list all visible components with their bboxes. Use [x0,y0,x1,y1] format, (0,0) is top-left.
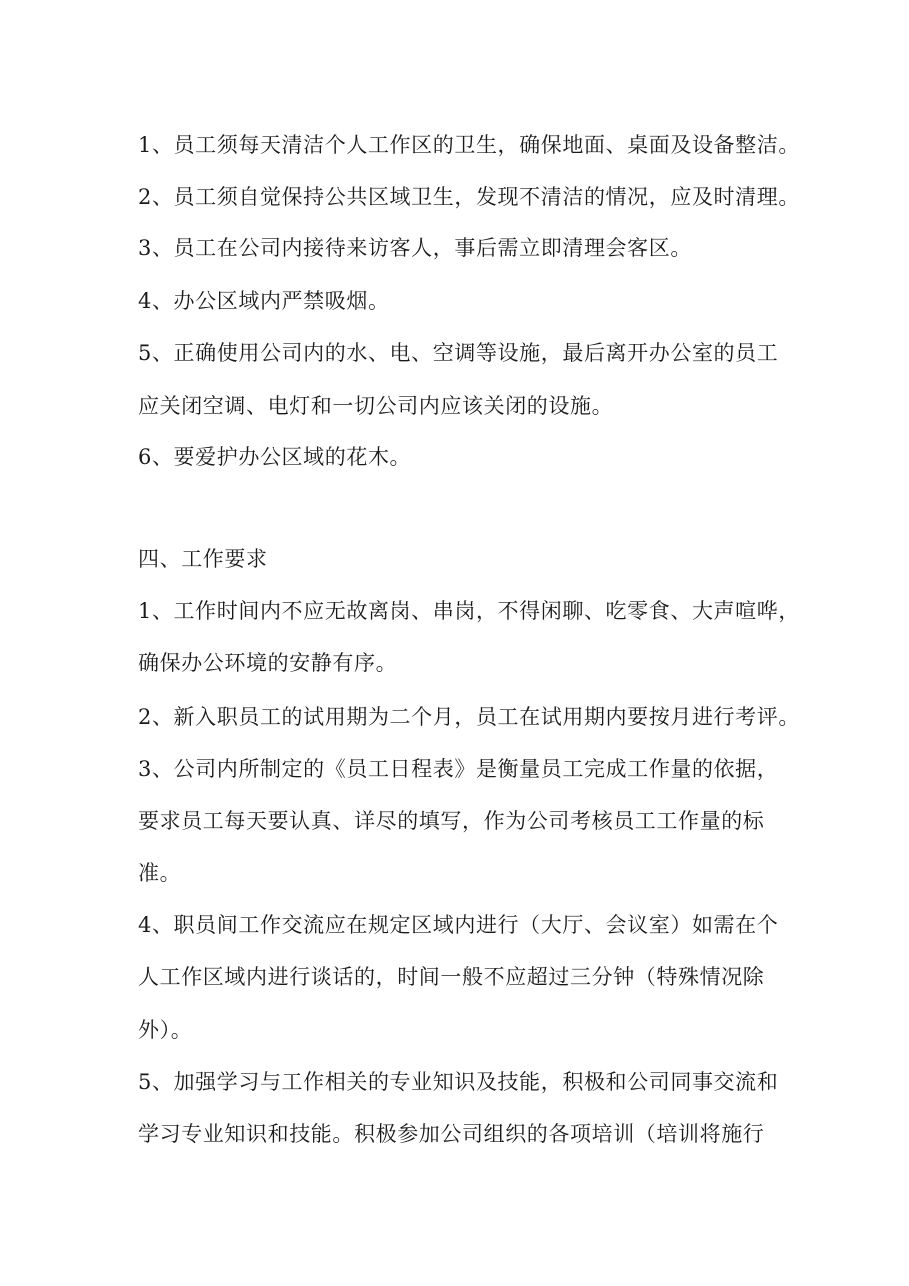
rule-line: 人工作区域内进行谈话的，时间一般不应超过三分钟（特殊情况除 [138,965,765,989]
rule-line: 外）。 [138,1018,193,1042]
section-heading: 四、工作要求 [138,547,268,571]
rule-line: 应关闭空调、电灯和一切公司内应该关闭的设施。 [138,394,614,418]
rule-line: 6、要爱护办公区域的花木。 [138,445,412,469]
rule-line: 要求员工每天要认真、详尽的填写，作为公司考核员工工作量的标 [138,809,765,833]
rule-line: 准。 [138,861,182,885]
rule-line: 2、员工须自觉保持公共区域卫生，发现不清洁的情况，应及时清理。 [138,185,800,209]
rule-line: 2、新入职员工的试用期为二个月，员工在试用期内要按月进行考评。 [138,705,800,729]
rule-line: 3、公司内所制定的《员工日程表》是衡量员工完成工作量的依据， [138,757,779,781]
rule-line: 5、加强学习与工作相关的专业知识及技能，积极和公司同事交流和 [138,1070,779,1094]
rule-line: 确保办公环境的安静有序。 [138,651,398,675]
rule-line: 4、职员间工作交流应在规定区域内进行（大厅、会议室）如需在个 [138,913,779,937]
rule-line: 3、员工在公司内接待来访客人，事后需立即清理会客区。 [138,236,692,260]
rule-line: 1、工作时间内不应无故离岗、串岗，不得闲聊、吃零食、大声喧哗， [138,599,800,623]
rule-line: 学习专业知识和技能。积极参加公司组织的各项培训（培训将施行 [138,1122,765,1146]
rule-line: 1、员工须每天清洁个人工作区的卫生，确保地面、桌面及设备整洁。 [138,133,800,157]
rule-line: 5、正确使用公司内的水、电、空调等设施，最后离开办公室的员工 [138,341,779,365]
rule-line: 4、办公区域内严禁吸烟。 [138,289,390,313]
